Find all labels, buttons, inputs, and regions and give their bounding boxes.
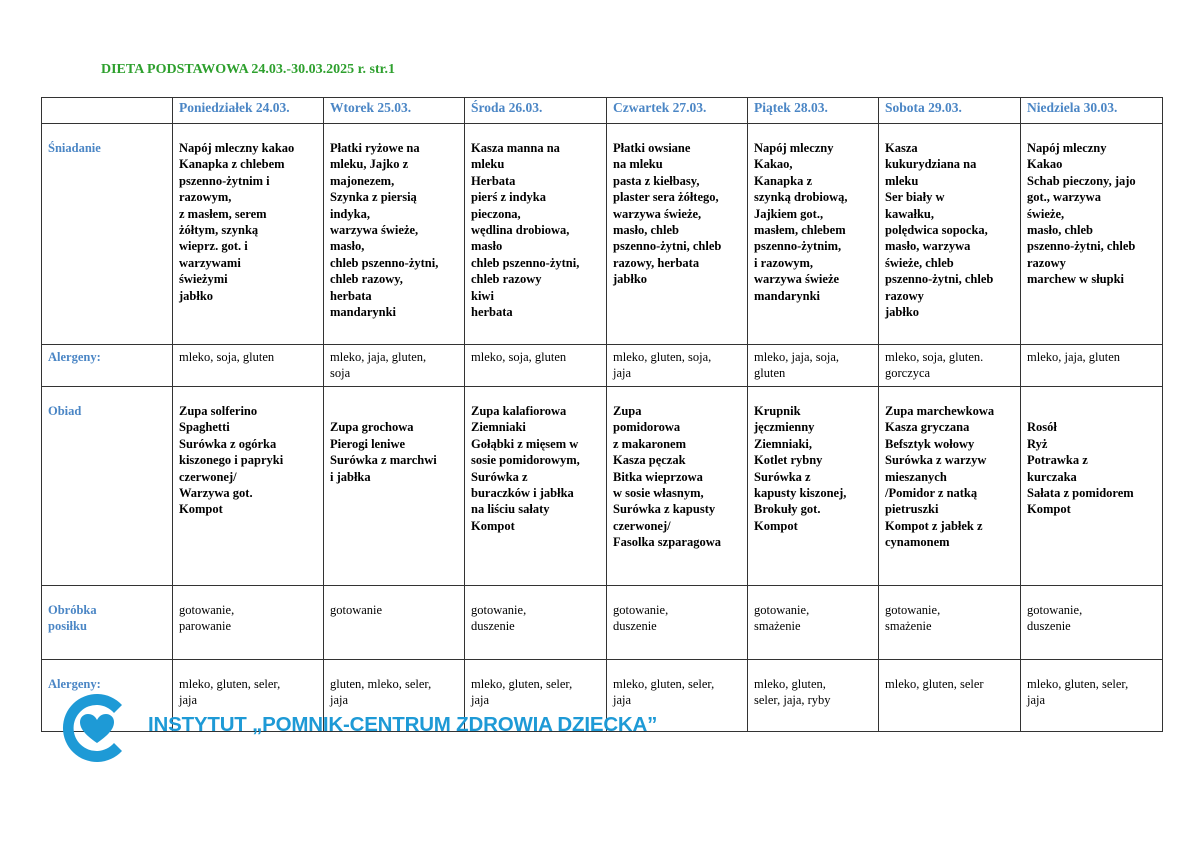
allergens-cell: mleko, soja, gluten. gorczyca — [879, 345, 1021, 387]
allergens-cell: mleko, jaja, gluten, soja — [324, 345, 465, 387]
day-header: Poniedziałek 24.03. — [173, 98, 324, 124]
breakfast-cell: Płatki ryżowe na mleku, Jajko z majonezem, Szynka z piersią indyka, warzywa świeże, masło, chleb pszenno-żytni, chleb razowy, herbata mandarynki — [324, 124, 465, 345]
processing-cell: gotowanie, smażenie — [748, 586, 879, 660]
processing-cell: gotowanie — [324, 586, 465, 660]
corner-cell — [42, 98, 173, 124]
row-label-allergens: Alergeny: — [42, 660, 173, 732]
processing-cell: gotowanie, parowanie — [173, 586, 324, 660]
day-header: Środa 26.03. — [465, 98, 607, 124]
allergens-cell: mleko, soja, gluten — [465, 345, 607, 387]
lunch-cell: Zupa pomidorowa z makaronem Kasza pęczak Bitka wieprzowa w sosie własnym, Surówka z kapusty czerwonej/ Fasolka szparagowa — [607, 387, 748, 586]
day-header: Niedziela 30.03. — [1021, 98, 1163, 124]
lunch-row — [42, 387, 1163, 586]
day-header: Sobota 29.03. — [879, 98, 1021, 124]
allergens-cell: mleko, gluten, seler — [879, 660, 1021, 732]
row-label-processing: Obróbka posiłku — [42, 586, 173, 660]
breakfast-cell: Napój mleczny Kakao Schab pieczony, jajo got., warzywa świeże, masło, chleb pszenno-żytni, chleb razowy marchew w słupki — [1021, 124, 1163, 345]
breakfast-cell: Napój mleczny Kakao, Kanapka z szynką drobiową, Jajkiem got., masłem, chlebem pszenno-żytnim, i razowym, warzywa świeże mandarynki — [748, 124, 879, 345]
day-header: Wtorek 25.03. — [324, 98, 465, 124]
day-header: Czwartek 27.03. — [607, 98, 748, 124]
lunch-cell: Zupa grochowa Pierogi leniwe Surówka z marchwi i jabłka — [324, 387, 465, 586]
allergens-cell: mleko, gluten, seler, jaja, ryby — [748, 660, 879, 732]
breakfast-cell: Kasza manna na mleku Herbata pierś z indyka pieczona, wędlina drobiowa, masło chleb pszenno-żytni, chleb razowy kiwi herbata — [465, 124, 607, 345]
allergens-cell: mleko, jaja, soja, gluten — [748, 345, 879, 387]
processing-cell: gotowanie, duszenie — [607, 586, 748, 660]
processing-cell: gotowanie, duszenie — [1021, 586, 1163, 660]
processing-cell: gotowanie, duszenie — [465, 586, 607, 660]
breakfast-cell: Kasza kukurydziana na mleku Ser biały w kawałku, polędwica sopocka, masło, warzywa świeże, chleb pszenno-żytni, chleb razowy jabłko — [879, 124, 1021, 345]
allergens-breakfast-row — [42, 345, 1163, 387]
processing-row — [42, 586, 1163, 660]
day-header: Piątek 28.03. — [748, 98, 879, 124]
lunch-cell: Zupa kalafiorowa Ziemniaki Gołąbki z mięsem w sosie pomidorowym, Surówka z buraczków i jabłka na liściu sałaty Kompot — [465, 387, 607, 586]
lunch-cell: Zupa marchewkowa Kasza gryczana Befsztyk wołowy Surówka z warzyw mieszanych /Pomidor z natką pietruszki Kompot z jabłek z cynamonem — [879, 387, 1021, 586]
processing-cell: gotowanie, smażenie — [879, 586, 1021, 660]
allergens-cell: mleko, soja, gluten — [173, 345, 324, 387]
lunch-cell: Zupa solferino Spaghetti Surówka z ogórka kiszonego i papryki czerwonej/ Warzywa got. Kompot — [173, 387, 324, 586]
page-title: DIETA PODSTAWOWA 24.03.-30.03.2025 r. str.1 — [101, 62, 396, 77]
breakfast-cell: Płatki owsiane na mleku pasta z kiełbasy, plaster sera żółtego, warzywa świeże, masło, chleb pszenno-żytni, chleb razowy, herbata jabłko — [607, 124, 748, 345]
allergens-cell: mleko, gluten, soja, jaja — [607, 345, 748, 387]
breakfast-row — [42, 124, 1163, 345]
row-label-lunch: Obiad — [42, 387, 173, 586]
allergens-cell: mleko, gluten, seler, jaja — [465, 660, 607, 732]
diet-menu-table — [41, 97, 1163, 732]
allergens-cell: mleko, gluten, seler, jaja — [173, 660, 324, 732]
lunch-cell: Krupnik jęczmienny Ziemniaki, Kotlet rybny Surówka z kapusty kiszonej, Brokuły got. Kompot — [748, 387, 879, 586]
institute-name: INSTYTUT „POMNIK-CENTRUM ZDROWIA DZIECKA” — [148, 713, 658, 736]
lunch-cell: Rosół Ryż Potrawka z kurczaka Sałata z pomidorem Kompot — [1021, 387, 1163, 586]
header-row — [42, 98, 1163, 124]
row-label-allergens: Alergeny: — [42, 345, 173, 387]
breakfast-cell: Napój mleczny kakao Kanapka z chlebem pszenno-żytnim i razowym, z masłem, serem żółtym, szynką wieprz. got. i warzywami świeżymi jabłko — [173, 124, 324, 345]
allergens-cell: mleko, jaja, gluten — [1021, 345, 1163, 387]
row-label-breakfast: Śniadanie — [42, 124, 173, 345]
allergens-cell: gluten, mleko, seler, jaja — [324, 660, 465, 732]
allergens-cell: mleko, gluten, seler, jaja — [1021, 660, 1163, 732]
heart-in-c-logo-icon — [56, 693, 140, 763]
allergens-cell: mleko, gluten, seler, jaja — [607, 660, 748, 732]
